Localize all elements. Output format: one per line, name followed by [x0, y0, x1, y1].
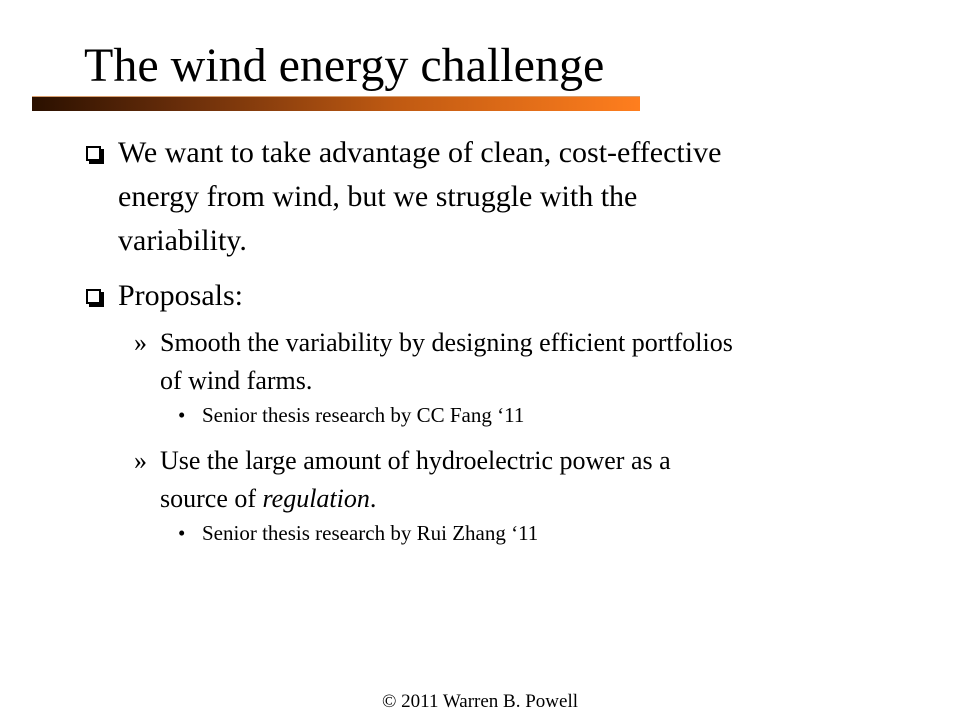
sub-bullet-text-line: of wind farms.	[160, 366, 313, 395]
bullet-text-line: We want to take advantage of clean, cost-effective	[118, 136, 722, 169]
note-text: Senior thesis research by CC Fang ‘11	[202, 403, 525, 427]
sub-bullet-text-line	[160, 480, 376, 518]
bullet-text-line: energy from wind, but we struggle with the	[118, 180, 638, 213]
square-bullet-icon	[86, 289, 101, 304]
sub-bullet-emphasis: regulation	[262, 484, 370, 513]
sub-bullet-text-line: Use the large amount of hydroelectric power as a	[160, 446, 671, 475]
sub-bullet-text-prefix: source of	[160, 484, 263, 513]
slide-title: The wind energy challenge	[84, 39, 605, 92]
bullet-text-line: Proposals:	[118, 279, 244, 312]
dot-bullet-icon: •	[178, 403, 186, 427]
sub-bullet-text-suffix: .	[369, 484, 377, 513]
title-underline-bar	[32, 96, 640, 111]
square-bullet-icon	[86, 146, 101, 161]
footer-copyright: © 2011 Warren B. Powell	[381, 691, 579, 712]
bullet-text-line: variability.	[118, 224, 247, 257]
note-text: Senior thesis research by Rui Zhang ‘11	[202, 521, 539, 545]
chevron-bullet-icon: »	[134, 446, 147, 475]
sub-bullet-text-line: Smooth the variability by designing efficient portfolios	[160, 328, 733, 357]
dot-bullet-icon: •	[178, 521, 186, 545]
chevron-bullet-icon: »	[134, 328, 147, 357]
